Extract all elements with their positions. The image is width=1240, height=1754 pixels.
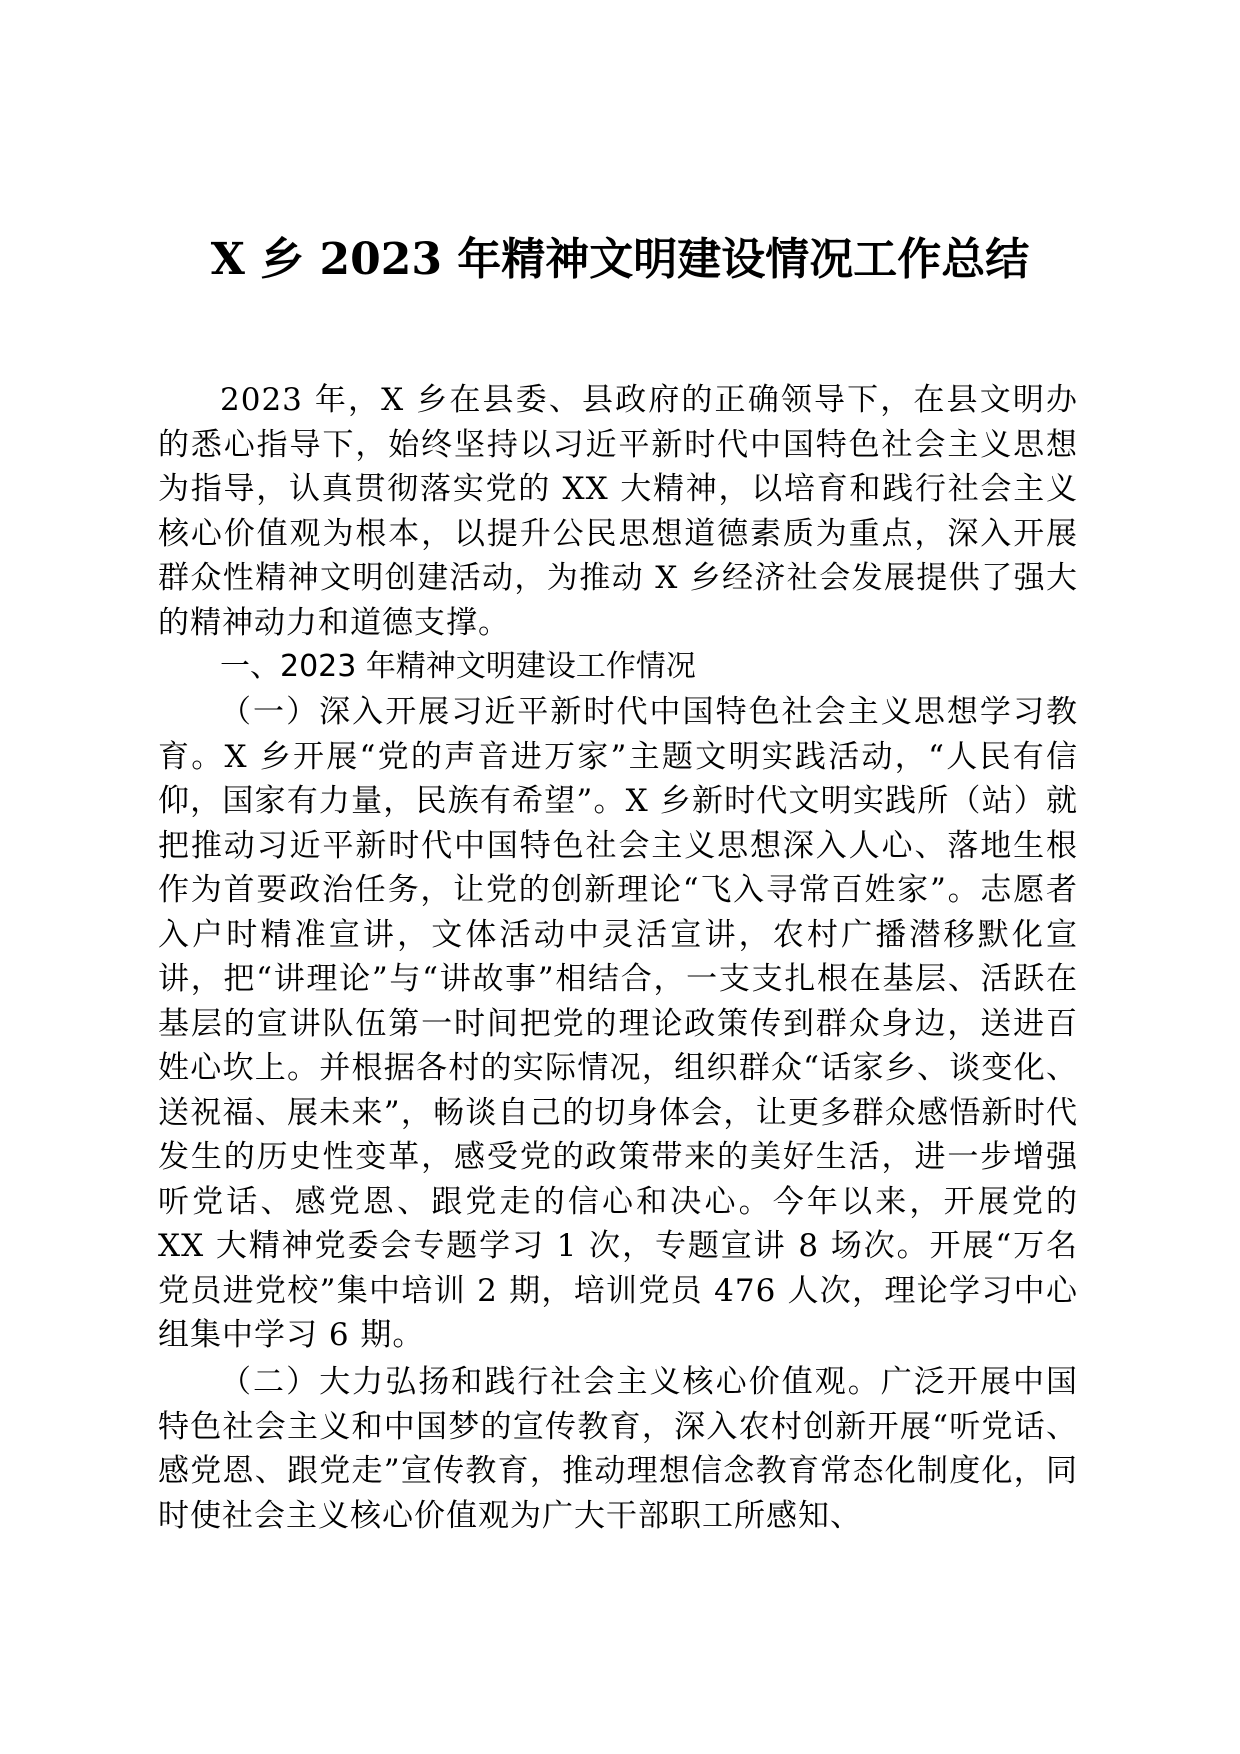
intro-paragraph: 2023 年，X 乡在县委、县政府的正确领导下，在县文明办的悉心指导下，始终坚持以习近平新时代中国特色社会主义思想为指导，认真贯彻落实党的 XX 大精神，以培育和践行社会主义核心价值观为根本，以提升公民思想道德素质为重点，深入开展群众性精神文明创建活动，为推动 X 乡经济社会发展提供了强大的精神动力和道德支撑。 — [158, 382, 1078, 641]
item-two-paragraph: （二）大力弘扬和践行社会主义核心价值观。广泛开展中国特色社会主义和中国梦的宣传教育，深入农村创新开展“听党话、感党恩、跟党走”宣传教育，推动理想信念教育常态化制度化，同时使社会主义核心价值观为广大干部职工所感知、 — [158, 1364, 1078, 1534]
section-heading: 一、2023 年精神文明建设工作情况 — [220, 649, 696, 684]
document-title: X 乡 2023 年精神文明建设情况工作总结 — [210, 234, 1030, 285]
item-one-paragraph: （一）深入开展习近平新时代中国特色社会主义思想学习教育。X 乡开展“党的声音进万家”主题文明实践活动，“人民有信仰，国家有力量，民族有希望”。X 乡新时代文明实践所（站）就把推动习近平新时代中国特色社会主义思想深入人心、落地生根作为首要政治任务，让党的创新理论“飞入寻常百姓家”。志愿者入户时精准宣讲，文体活动中灵活宣讲，农村广播潜移默化宣讲，把“讲理论”与“讲故事”相结合，一支支扎根在基层、活跃在基层的宣讲队伍第一时间把党的理论政策传到群众身边，送进百姓心坎上。并根据各村的实际情况，组织群众“话家乡、谈变化、送祝福、展未来”，畅谈自己的切身体会，让更多群众感悟新时代发生的历史性变革，感受党的政策带来的美好生活，进一步增强听党话、感党恩、跟党走的信心和决心。今年以来，开展党的 XX 大精神党委会专题学习 1 次，专题宣讲 8 场次。开展“万名党员进党校”集中培训 2 期，培训党员 476 人次，理论学习中心组集中学习 6 期。 — [158, 694, 1078, 1353]
